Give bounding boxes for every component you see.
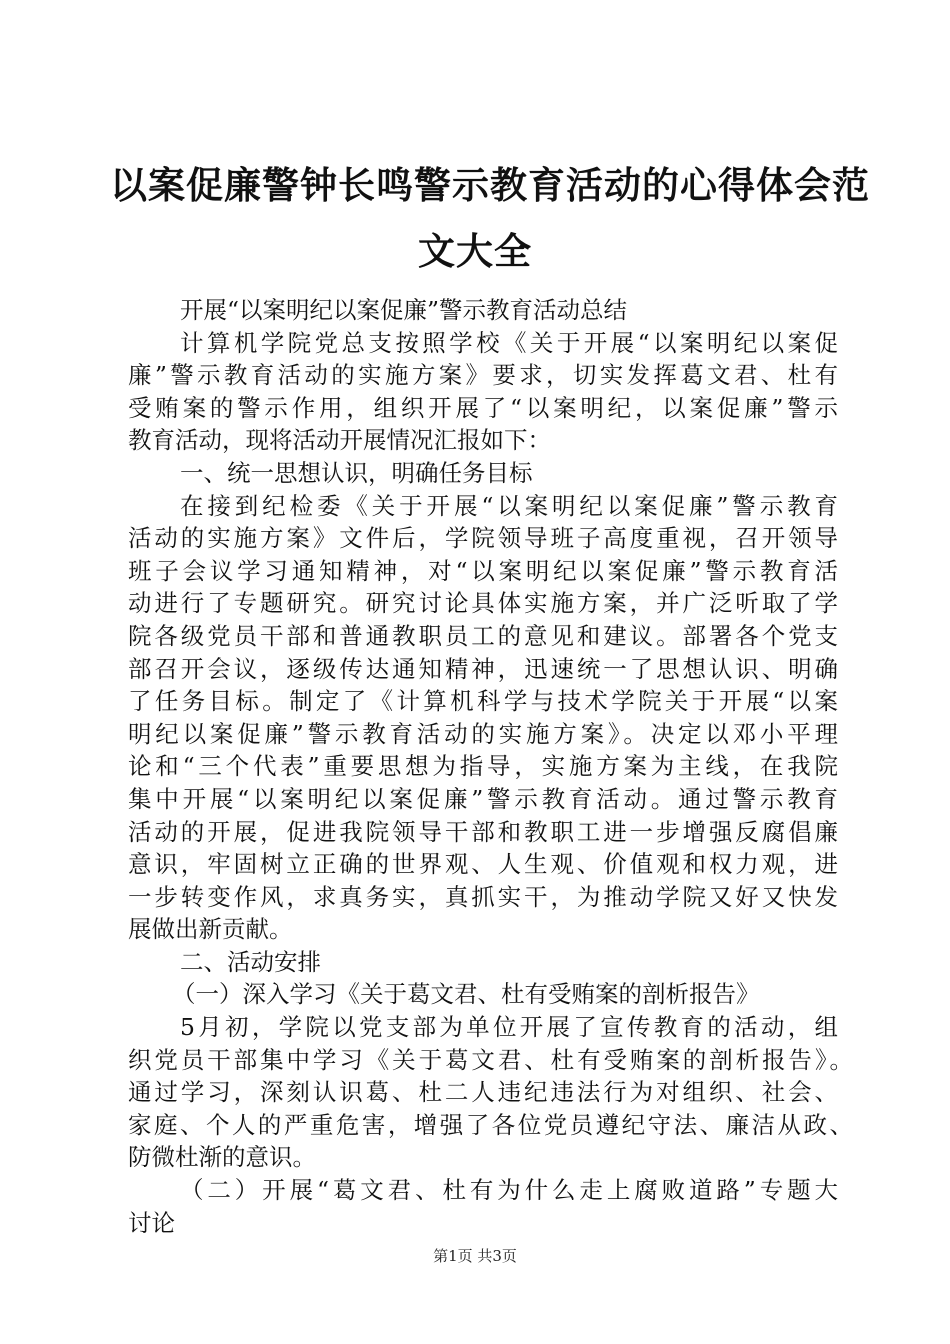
section-heading: 一、统一思想认识，明确任务目标: [180, 458, 533, 487]
body-line: 展做出新贡献。: [128, 915, 293, 944]
body-line: 织党员干部集中学习《关于葛文君、杜有受贿案的剖析报告》。: [128, 1045, 853, 1074]
body-line: 活动的开展，促进我院领导干部和教职工进一步增强反腐倡廉: [128, 817, 838, 846]
body-line: 集中开展“以案明纪以案促廉”警示教育活动。通过警示教育: [128, 784, 838, 813]
body-line: 部召开会议，逐级传达通知精神，迅速统一了思想认识、明确: [128, 654, 838, 683]
body-line: 意识，牢固树立正确的世界观、人生观、价值观和权力观，进: [128, 850, 838, 879]
body-line: 防微杜渐的意识。: [128, 1143, 316, 1172]
subsection-heading: （二）开展“葛文君、杜有为什么走上腐败道路”专题大: [180, 1176, 838, 1205]
body-line: 家庭、个人的严重危害，增强了各位党员遵纪守法、廉洁从政、: [128, 1110, 853, 1139]
document-title-line-1: 以案促廉警钟长鸣警示教育活动的心得体会范: [110, 163, 870, 207]
document-body: [128, 294, 853, 1239]
body-line: 通过学习，深刻认识葛、杜二人违纪违法行为对组织、社会、: [128, 1078, 838, 1107]
body-line: 开展“以案明纪以案促廉”警示教育活动总结: [180, 296, 628, 324]
subsection-heading: （一）深入学习《关于葛文君、杜有受贿案的剖析报告》: [172, 980, 760, 1009]
body-line: 廉”警示教育活动的实施方案》要求，切实发挥葛文君、杜有: [128, 361, 838, 390]
body-line: 明纪以案促廉”警示教育活动的实施方案》。决定以邓小平理: [128, 719, 838, 748]
page-footer: 第1页 共3页: [433, 1247, 517, 1265]
body-line: 院各级党员干部和普通教职员工的意见和建议。部署各个党支: [128, 621, 838, 650]
body-line: 教育活动，现将活动开展情况汇报如下：: [128, 426, 551, 455]
body-line: 计算机学院党总支按照学校《关于开展“以案明纪以案促: [180, 328, 838, 357]
body-line: 受贿案的警示作用，组织开展了“以案明纪，以案促廉”警示: [128, 393, 838, 422]
body-line: 在接到纪检委《关于开展“以案明纪以案促廉”警示教育: [180, 491, 838, 520]
document-title-line-2: 文大全: [418, 229, 532, 273]
body-line: 活动的实施方案》文件后，学院领导班子高度重视，召开领导: [128, 524, 838, 553]
body-line: 动进行了专题研究。研究讨论具体实施方案，并广泛听取了学: [128, 589, 838, 618]
body-line: 班子会议学习通知精神，对“以案明纪以案促廉”警示教育活: [128, 556, 838, 585]
body-line: 了任务目标。制定了《计算机科学与技术学院关于开展“以案: [128, 687, 838, 716]
section-heading: 二、活动安排: [180, 947, 321, 976]
body-line: 一步转变作风，求真务实，真抓实干，为推动学院又好又快发: [128, 882, 838, 911]
body-line: 讨论: [128, 1208, 175, 1237]
body-line: 5月初，学院以党支部为单位开展了宣传教育的活动，组: [180, 1013, 838, 1042]
body-line: 论和“三个代表”重要思想为指导，实施方案为主线，在我院: [128, 752, 838, 781]
